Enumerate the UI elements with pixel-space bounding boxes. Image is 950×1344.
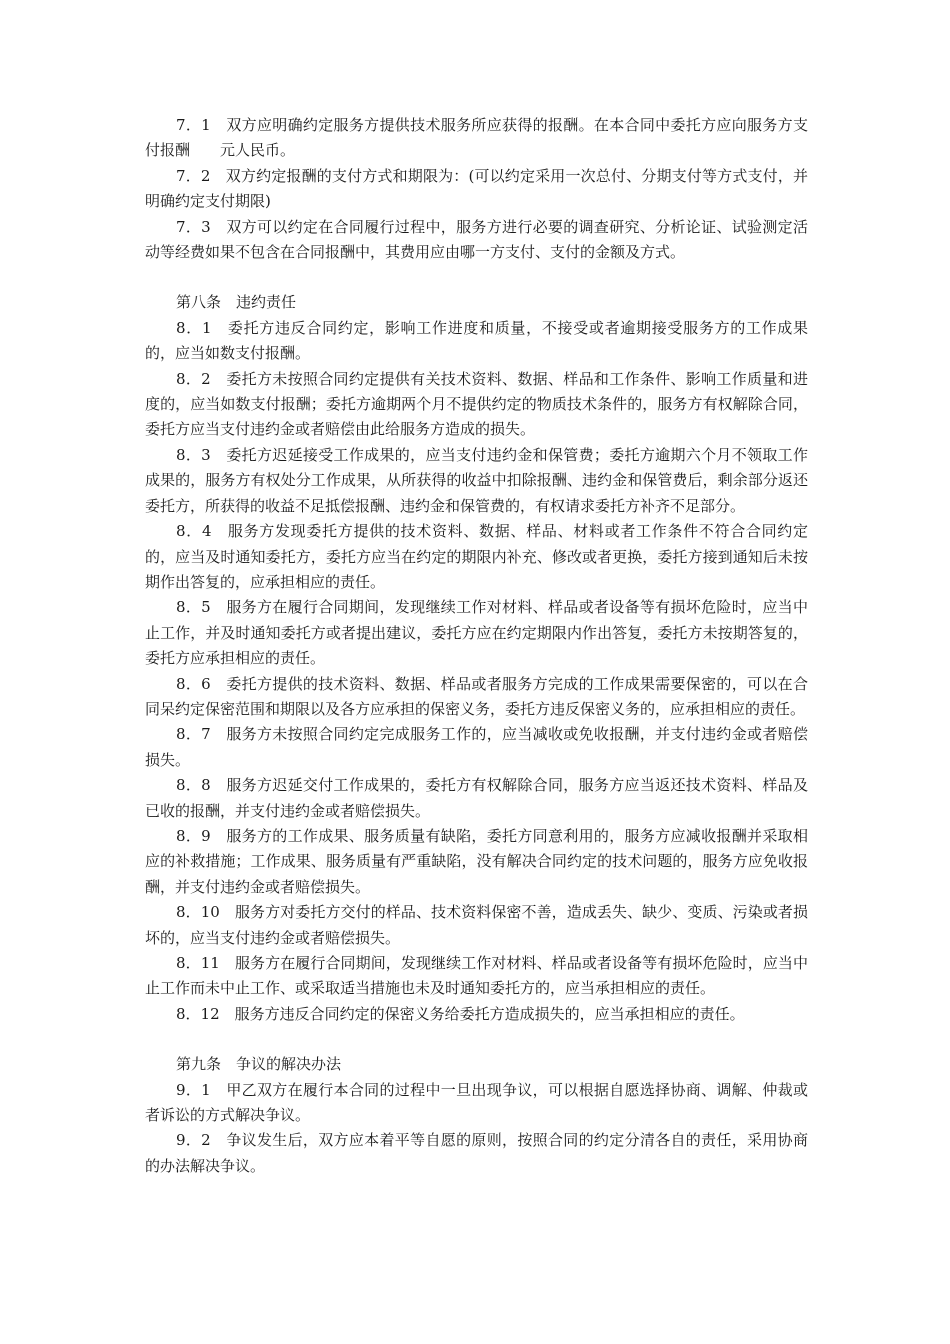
section-9-title: 第九条 争议的解决办法 bbox=[176, 1055, 342, 1074]
document-page bbox=[145, 113, 808, 1179]
clause-8-10: 8．10 服务方对委托方交付的样品、技术资料保密不善，造成丢失、缺少、变质、污染或者损坏的，应当支付违约金或者赔偿损失。 bbox=[145, 903, 808, 947]
clause-8-8: 8．8 服务方迟延交付工作成果的，委托方有权解除合同，服务方应当返还技术资料、样品及已收的报酬，并支付违约金或者赔偿损失。 bbox=[145, 776, 808, 820]
clause-8-3: 8．3 委托方迟延接受工作成果的，应当支付违约金和保管费；委托方逾期六个月不领取工作成果的，服务方有权处分工作成果，从所获得的收益中扣除报酬、违约金和保管费后，剩余部分返还委托方，所获得的收益不足抵偿报酬、违约金和保管费的，有权请求委托方补齐不足部分。 bbox=[145, 445, 808, 515]
section-8-title: 第八条 违约责任 bbox=[176, 293, 297, 312]
clause-8-11: 8．11 服务方在履行合同期间，发现继续工作对材料、样品或者设备等有损坏危险时，应当中止工作而未中止工作、或采取适当措施也未及时通知委托方的，应当承担相应的责任。 bbox=[145, 954, 808, 998]
clause-7-3: 7．3 双方可以约定在合同履行过程中，服务方进行必要的调查研究、分析论证、试验测定活动等经费如果不包含在合同报酬中，其费用应由哪一方支付、支付的金额及方式。 bbox=[145, 217, 808, 262]
section-9 bbox=[145, 1052, 808, 1179]
clause-8-1: 8．1 委托方违反合同约定，影响工作进度和质量，不接受或者逾期接受服务方的工作成果的，应当如数支付报酬。 bbox=[145, 318, 808, 363]
clause-8-7: 8．7 服务方未按照合同约定完成服务工作的，应当减收或免收报酬，并支付违约金或者赔偿损失。 bbox=[145, 725, 808, 769]
clause-8-4: 8．4 服务方发现委托方提供的技术资料、数据、样品、材料或者工作条件不符合合同约定的，应当及时通知委托方，委托方应当在约定的期限内补充、修改或者更换，委托方接到通知后未按期作出答复的，应承担相应的责任。 bbox=[145, 522, 808, 591]
clause-8-2: 8．2 委托方未按照合同约定提供有关技术资料、数据、样品和工作条件、影响工作质量和进度的，应当如数支付报酬；委托方逾期两个月不提供约定的物质技术条件的，服务方有权解除合同，委托方应当支付违约金或者赔偿由此给服务方造成的损失。 bbox=[145, 369, 808, 439]
clause-8-5: 8．5 服务方在履行合同期间，发现继续工作对材料、样品或者设备等有损坏危险时，应当中止工作，并及时通知委托方或者提出建议，委托方应在约定期限内作出答复，委托方未按期答复的，委托方应承担相应的责任。 bbox=[145, 598, 808, 668]
clause-7-1: 7．1 双方应明确约定服务方提供技术服务所应获得的报酬。在本合同中委托方应向服务方支付报酬 元人民币。 bbox=[145, 116, 808, 160]
clause-8-12: 8．12 服务方违反合同约定的保密义务给委托方造成损失的，应当承担相应的责任。 bbox=[176, 1004, 745, 1023]
clause-8-6: 8．6 委托方提供的技术资料、数据、样品或者服务方完成的工作成果需要保密的，可以在合同呆约定保密范围和期限以及各方应承担的保密义务，委托方违反保密义务的，应承担相应的责任。 bbox=[145, 674, 808, 718]
clause-7-2: 7．2 双方约定报酬的支付方式和期限为：(可以约定采用一次总付、分期支付等方式支付，并明确约定支付期限) bbox=[145, 166, 808, 211]
clause-8-9: 8．9 服务方的工作成果、服务质量有缺陷，委托方同意利用的，服务方应减收报酬并采取相应的补救措施；工作成果、服务质量有严重缺陷，没有解决合同约定的技术问题的，服务方应免收报酬，并支付违约金或者赔偿损失。 bbox=[145, 826, 808, 896]
section-7 bbox=[145, 113, 808, 265]
clause-9-1: 9．1 甲乙双方在履行本合同的过程中一旦出现争议，可以根据自愿选择协商、调解、仲裁或者诉讼的方式解决争议。 bbox=[145, 1080, 808, 1125]
clause-9-2: 9．2 争议发生后，双方应本着平等自愿的原则，按照合同的约定分清各自的责任，采用协商的办法解决争议。 bbox=[145, 1131, 808, 1175]
section-8 bbox=[145, 290, 808, 1027]
